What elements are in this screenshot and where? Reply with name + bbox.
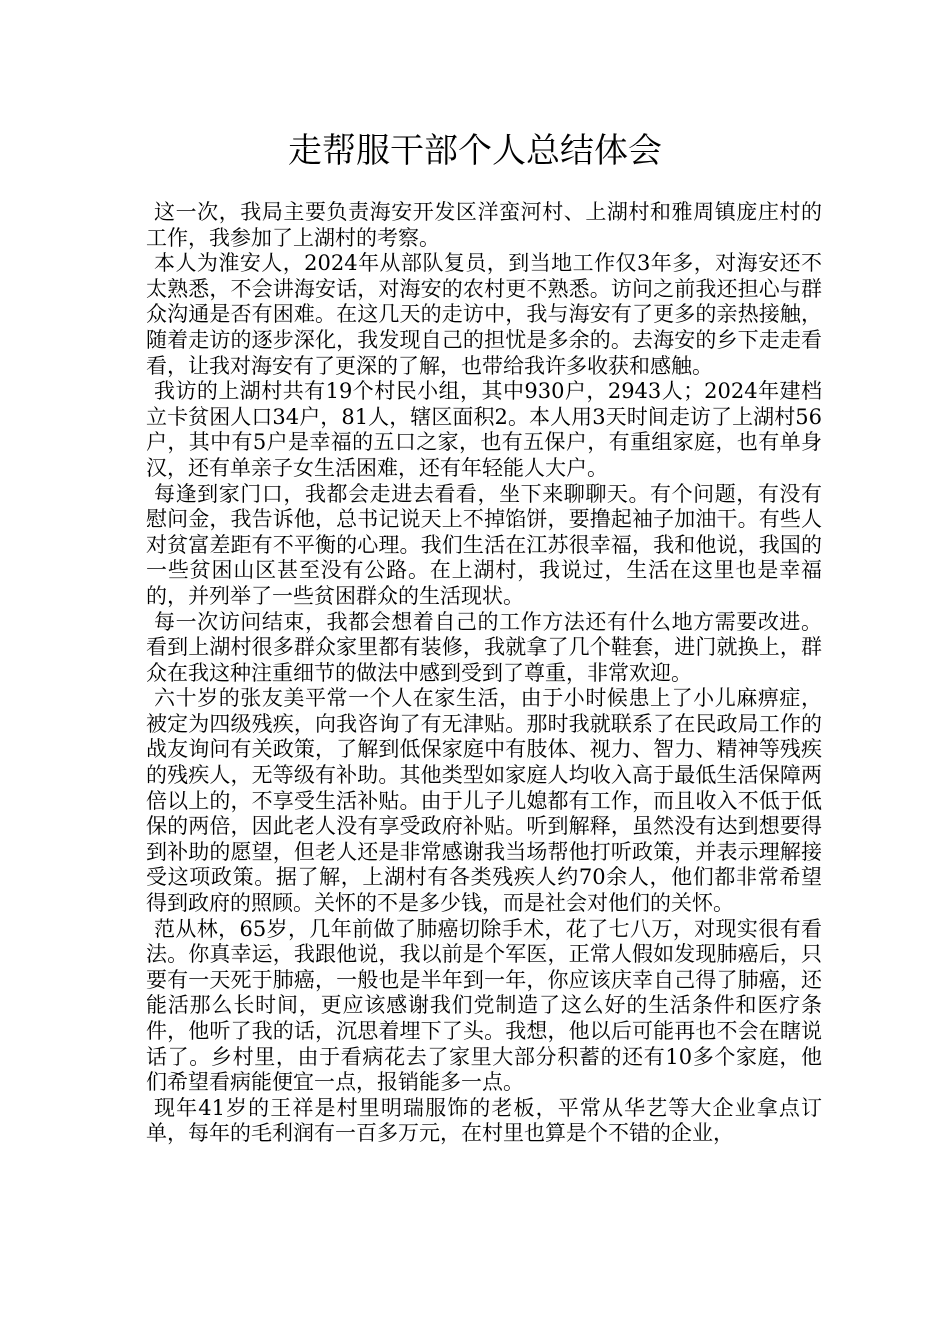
paragraph: 每逢到家门口，我都会走进去看看，坐下来聊聊天。有个问题，有没有慰问金，我告诉他，总书记说天上不掉馅饼，要撸起袖子加油干。有些人对贫富差距有不平衡的心理。我们生活在江苏很幸福，我和他说，我国的一些贫困山区甚至没有公路。在上湖村，我说过，生活在这里也是幸福的，并列举了一些贫困群众的生活现状。 — [146, 481, 822, 608]
document-body — [146, 200, 822, 1147]
page-title: 走帮服干部个人总结体会 — [288, 131, 662, 171]
paragraph: 六十岁的张友美平常一个人在家生活，由于小时候患上了小儿麻痹症，被定为四级残疾，向我咨询了有无津贴。那时我就联系了在民政局工作的战友询问有关政策，了解到低保家庭中有肢体、视力、智力、精神等残疾的残疾人，无等级有补助。其他类型如家庭人均收入高于最低生活保障两倍以上的，不享受生活补贴。由于儿子儿媳都有工作，而且收入不低于低保的两倍，因此老人没有享受政府补贴。听到解释，虽然没有达到想要得到补助的愿望，但老人还是非常感谢我当场帮他打听政策，并表示理解接受这项政策。据了解，上湖村有各类残疾人约70余人，他们都非常希望得到政府的照顾。关怀的不是多少钱，而是社会对他们的关怀。 — [146, 686, 822, 916]
paragraph: 范从林，65岁，几年前做了肺癌切除手术，花了七八万，对现实很有看法。你真幸运，我跟他说，我以前是个军医，正常人假如发现肺癌后，只要有一天死于肺癌，一般也是半年到一年，你应该庆幸自己得了肺癌，还能活那么长时间，更应该感谢我们党制造了这么好的生活条件和医疗条件，他听了我的话，沉思着埋下了头。我想，他以后可能再也不会在瞎说话了。乡村里，由于看病花去了家里大部分积蓄的还有10多个家庭，他们希望看病能便宜一点，报销能多一点。 — [146, 916, 822, 1095]
paragraph: 每一次访问结束，我都会想着自己的工作方法还有什么地方需要改进。看到上湖村很多群众家里都有装修，我就拿了几个鞋套，进门就换上，群众在我这种注重细节的做法中感到受到了尊重，非常欢迎。 — [146, 609, 822, 685]
paragraph: 现年41岁的王祥是村里明瑞服饰的老板，平常从华艺等大企业拿点订单，每年的毛利润有一百多万元，在村里也算是个不错的企业， — [146, 1095, 822, 1146]
paragraph: 我访的上湖村共有19个村民小组，其中930户，2943人；2024年建档立卡贫困人口34户，81人，辖区面积2。本人用3天时间走访了上湖村56户，其中有5户是幸福的五口之家，也有五保户，有重组家庭，也有单身汉，还有单亲子女生活困难，还有年轻能人大户。 — [146, 379, 822, 480]
paragraph: 本人为淮安人，2024年从部队复员，到当地工作仅3年多，对海安还不太熟悉，不会讲海安话，对海安的农村更不熟悉。访问之前我还担心与群众沟通是否有困难。在这几天的走访中，我与海安有了更多的亲热接触，随着走访的逐步深化，我发现自己的担忧是多余的。去海安的乡下走走看看，让我对海安有了更深的了解，也带给我许多收获和感触。 — [146, 251, 822, 378]
paragraph: 这一次，我局主要负责海安开发区洋蛮河村、上湖村和雅周镇庞庄村的工作，我参加了上湖村的考察。 — [146, 200, 822, 250]
